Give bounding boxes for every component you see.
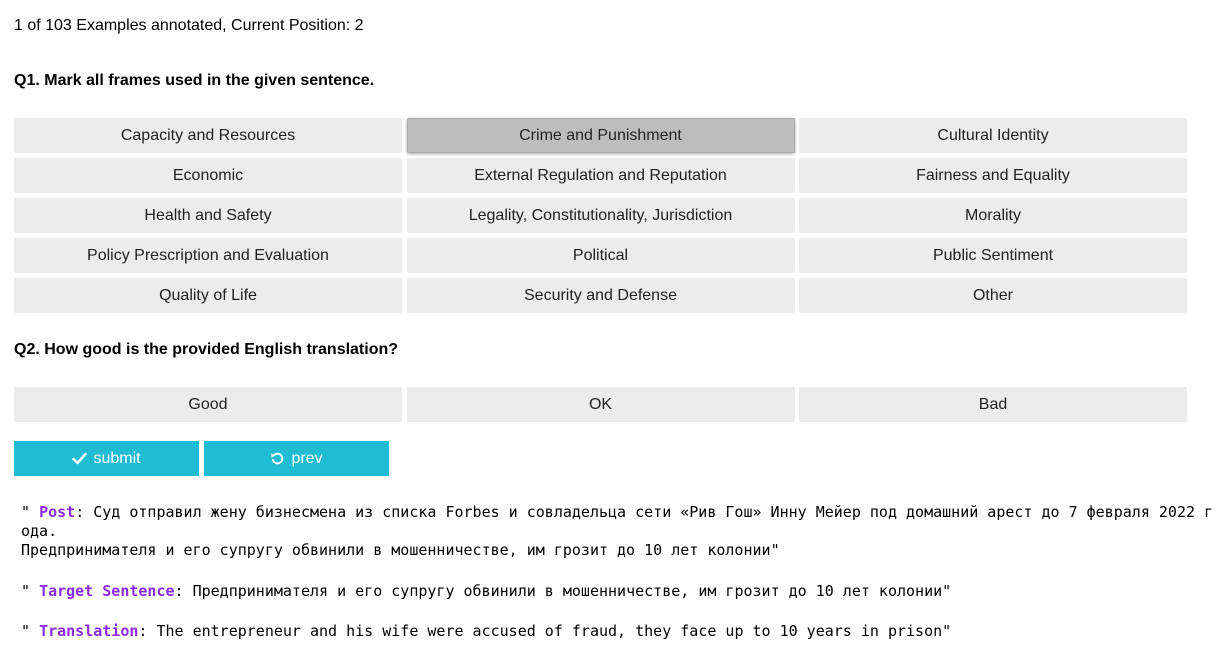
frame-option-quality-of-life[interactable]: Quality of Life	[14, 278, 402, 313]
translation-label: Translation	[39, 622, 139, 640]
frame-option-capacity-and-resources[interactable]: Capacity and Resources	[14, 118, 402, 153]
submit-button[interactable]	[14, 441, 199, 476]
post-label: Post	[39, 503, 76, 521]
translation-quality-options	[14, 387, 1187, 422]
post-text: Суд отправил жену бизнесмена из списка Forbes и совладельца сети «Рив Гош» Инну Мейер под домашний арест до 7 февраля 2022 года. Предпринимателя и его супругу обвинили в мошенничестве, им грозит до 10 лет колонии	[21, 503, 1214, 559]
frame-option-fairness-and-equality[interactable]: Fairness and Equality	[799, 158, 1187, 193]
progress-status: 1 of 103 Examples annotated, Current Position: 2	[14, 17, 364, 34]
prev-label: prev	[291, 449, 323, 467]
close-quote: "	[770, 541, 780, 559]
frame-option-policy-prescription-and-evaluation[interactable]: Policy Prescription and Evaluation	[14, 238, 402, 273]
frame-option-security-and-defense[interactable]: Security and Defense	[407, 278, 795, 313]
frame-option-other[interactable]: Other	[799, 278, 1187, 313]
frame-option-legality-constitutionality-jurisdiction[interactable]: Legality, Constitutionality, Jurisdiction	[407, 198, 795, 233]
frame-option-external-regulation-and-reputation[interactable]: External Regulation and Reputation	[407, 158, 795, 193]
quality-option-ok[interactable]: OK	[407, 387, 795, 422]
prev-button[interactable]	[204, 441, 389, 476]
target-sentence-label: Target Sentence	[39, 582, 175, 600]
quality-option-bad[interactable]: Bad	[799, 387, 1187, 422]
question-1-title: Q1. Mark all frames used in the given sentence.	[14, 72, 375, 89]
open-quote: "	[21, 622, 40, 640]
undo-icon	[270, 451, 285, 466]
frame-option-health-and-safety[interactable]: Health and Safety	[14, 198, 402, 233]
frame-option-economic[interactable]: Economic	[14, 158, 402, 193]
translation-block: " Translation: The entrepreneur and his wife were accused of fraud, they face up to 10 years in prison"	[21, 622, 952, 640]
post-block: " Post: Суд отправил жену бизнесмена из списка Forbes и совладельца сети «Рив Гош» Инну Мейер под домашний арест до 7 февраля 2022 года. Предпринимателя и его супругу обвинили в мошенничестве, им грозит до 10 лет колонии"	[21, 503, 1214, 559]
frame-option-crime-and-punishment[interactable]: Crime and Punishment	[407, 118, 795, 153]
submit-label: submit	[93, 449, 141, 467]
open-quote: "	[21, 582, 40, 600]
frame-option-cultural-identity[interactable]: Cultural Identity	[799, 118, 1187, 153]
check-icon	[72, 452, 87, 465]
frame-options-grid	[14, 118, 1187, 313]
target-sentence-block: " Target Sentence: Предпринимателя и его супругу обвинили в мошенничестве, им грозит до 10 лет колонии"	[21, 582, 952, 600]
target-sentence-text: Предпринимателя и его супругу обвинили в мошенничестве, им грозит до 10 лет колонии	[192, 582, 943, 600]
close-quote: "	[942, 622, 952, 640]
frame-option-morality[interactable]: Morality	[799, 198, 1187, 233]
translation-text: The entrepreneur and his wife were accused of fraud, they face up to 10 years in prison	[156, 622, 943, 640]
quality-option-good[interactable]: Good	[14, 387, 402, 422]
frame-option-public-sentiment[interactable]: Public Sentiment	[799, 238, 1187, 273]
close-quote: "	[942, 582, 952, 600]
open-quote: "	[21, 503, 40, 521]
question-2-title: Q2. How good is the provided English translation?	[14, 341, 399, 358]
frame-option-political[interactable]: Political	[407, 238, 795, 273]
